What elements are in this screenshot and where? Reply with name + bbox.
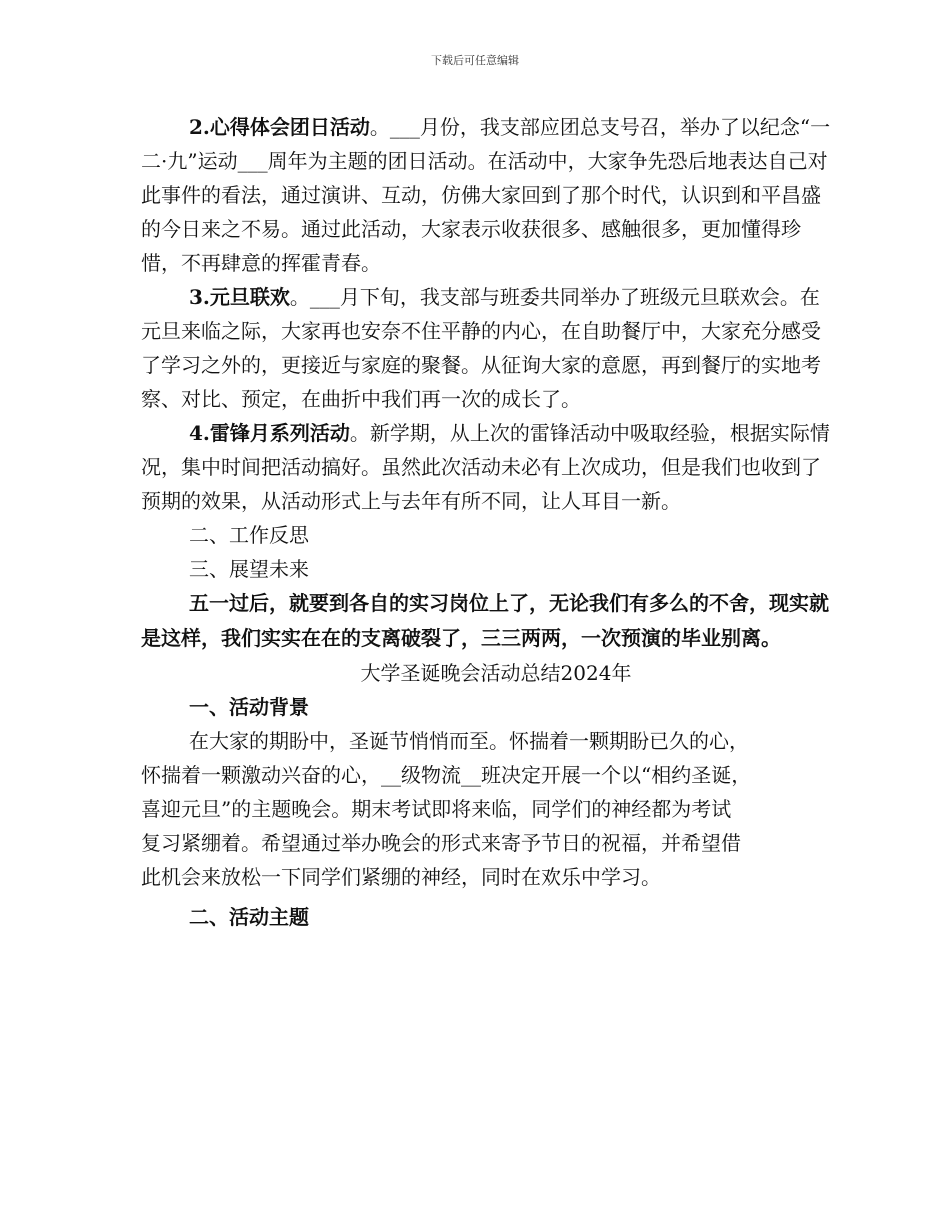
background-line: 在大家的期盼中，圣诞节悄悄而至。怀揣着一颗期盼已久的心， (189, 729, 749, 753)
section-heading-outlook: 三、展望未来 (189, 557, 309, 581)
background-line: 复习紧绷着。希望通过举办晚会的形式来寄予节日的祝福，并希望借 (141, 831, 741, 855)
section-heading-theme: 二、活动主题 (189, 905, 309, 929)
document-body (141, 110, 831, 934)
item-lead: 4.雷锋月系列活动 (189, 421, 350, 445)
background-paragraph (141, 724, 831, 894)
item-paragraph (141, 416, 831, 518)
item-lead: 3.元旦联欢 (189, 285, 290, 309)
document-title: 大学圣诞晚会活动总结2024年 (360, 661, 632, 685)
item-body: 。___月份，我支部应团总支号召，举办了以纪念“一二·九”运动___周年为主题的团日活动。在活动中，大家争先恐后地表达自己对此事件的看法，通过演讲、互动，仿佛大家回到了那个时代，认识到和平昌盛的今日来之不易。通过此活动，大家表示收获很多、感触很多，更加懂得珍惜，不再肆意的挥霍青春。 (141, 115, 831, 275)
bold-paragraph: 五一过后，就要到各自的实习岗位上了，无论我们有多么的不舍，现实就是这样，我们实实在在的支离破裂了，三三两两，一次预演的毕业别离。 (141, 591, 829, 650)
item-lead: 2.心得体会团日活动 (189, 115, 370, 139)
background-line: 此机会来放松一下同学们紧绷的神经，同时在欢乐中学习。 (141, 865, 661, 889)
page-header: 下载后可任意编辑 (431, 54, 519, 67)
section-heading-background: 一、活动背景 (189, 695, 309, 719)
item-paragraph (141, 280, 831, 416)
background-line: 喜迎元旦”的主题晚会。期末考试即将来临，同学们的神经都为考试 (141, 797, 732, 821)
item-paragraph (141, 110, 831, 280)
item-body: 。___月下旬，我支部与班委共同举办了班级元旦联欢会。在元旦来临之际，大家再也安奈不住平静的内心，在自助餐厅中，大家充分感受了学习之外的，更接近与家庭的聚餐。从征询大家的意愿，再到餐厅的实地考察、对比、预定，在曲折中我们再一次的成长了。 (141, 285, 821, 411)
background-line: 怀揣着一颗激动兴奋的心，__级物流__班决定开展一个以“相约圣诞， (141, 763, 752, 787)
section-heading-reflection: 二、工作反思 (189, 523, 309, 547)
item-body: 。新学期，从上次的雷锋活动中吸取经验，根据实际情况，集中时间把活动搞好。虽然此次活动未必有上次成功，但是我们也收到了预期的效果，从活动形式上与去年有所不同，让人耳目一新。 (141, 421, 830, 513)
